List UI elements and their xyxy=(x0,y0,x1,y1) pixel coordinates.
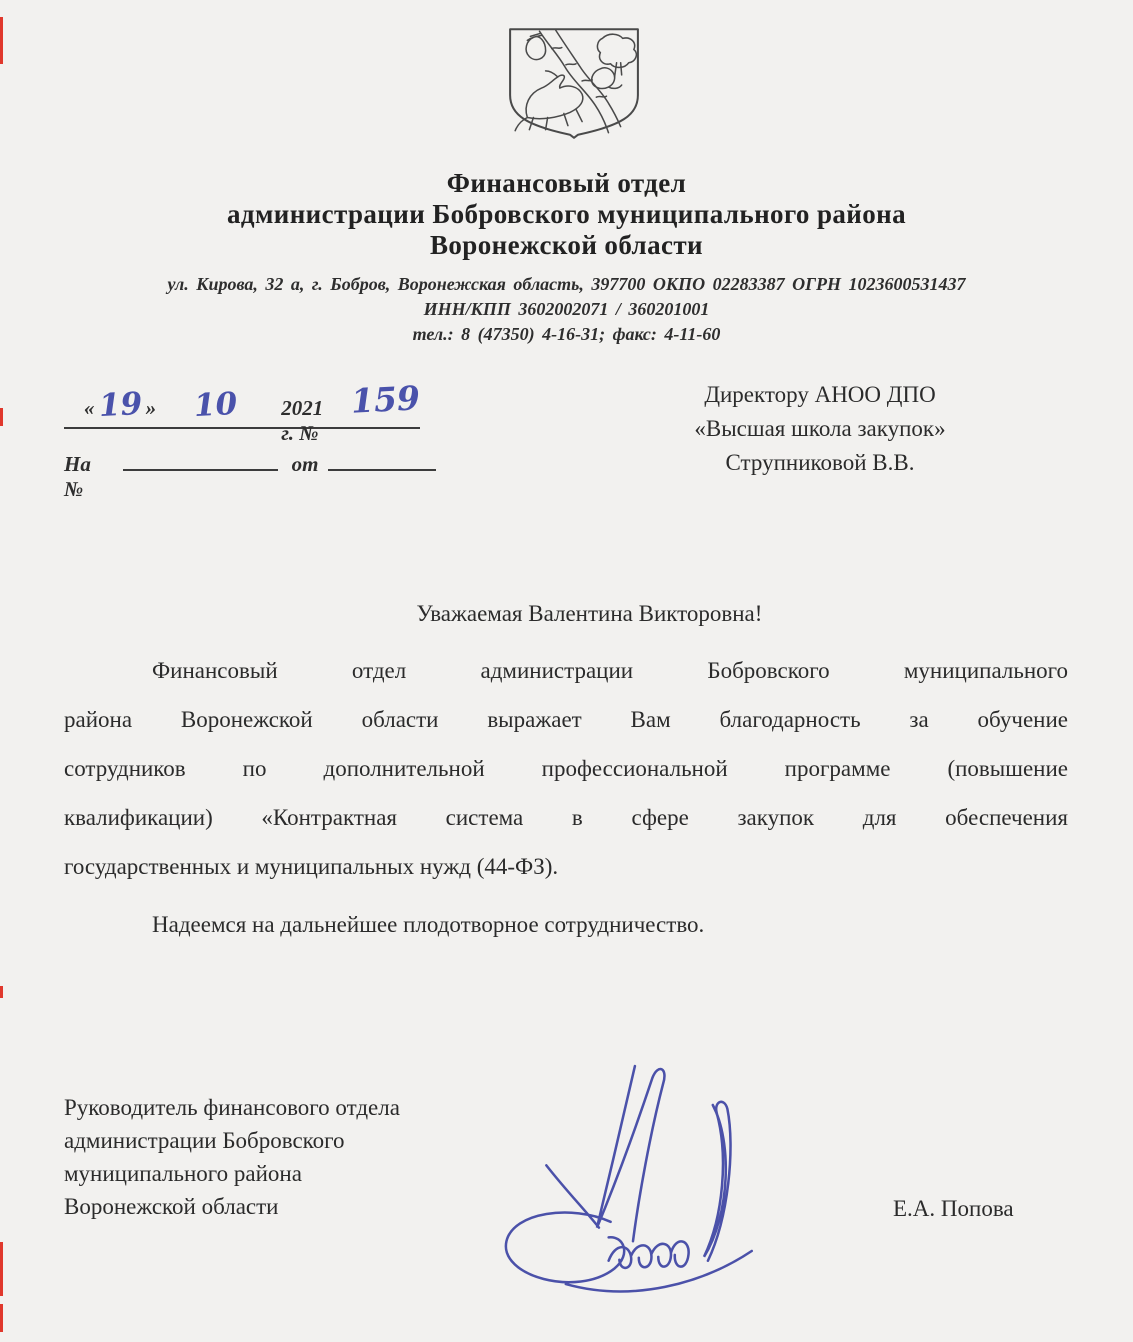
signer-title-line: администрации Бобровского xyxy=(64,1128,345,1153)
signer-title-block xyxy=(64,1091,544,1223)
reply-from-label: от xyxy=(291,452,319,476)
letterhead-org-name xyxy=(0,168,1133,261)
outgoing-date-line xyxy=(64,378,421,445)
red-scan-edge-mark xyxy=(0,17,3,64)
body-line: государственных и муниципальных нужд (44-ФЗ). xyxy=(64,854,559,879)
org-name-line-2: администрации Бобровского муниципального района xyxy=(226,199,907,229)
open-quote: « xyxy=(84,396,95,420)
reply-number-label: На № xyxy=(64,452,91,501)
org-name-line-1: Финансовый отдел xyxy=(446,168,687,198)
handwritten-day: 19 xyxy=(97,385,143,425)
red-scan-edge-mark xyxy=(0,986,3,998)
body-line: района Воронежской области выражает Вам благодарность за обучение xyxy=(64,707,1068,732)
addressee-position: Директору АНОО ДПО xyxy=(704,382,936,407)
salutation: Уважаемая Валентина Викторовна! xyxy=(416,601,763,626)
org-name-line-3: Воронежской области xyxy=(429,230,704,260)
body-line: Финансовый отдел администрации Бобровского муниципального xyxy=(152,658,1068,683)
body-line: сотрудников по дополнительной профессиональной программе (повышение xyxy=(64,756,1068,781)
close-quote: » xyxy=(145,396,157,420)
outgoing-reference-block xyxy=(64,378,436,502)
red-scan-edge-mark xyxy=(0,1242,3,1296)
org-address-line: ул. Кирова, 32 а, г. Бобров, Воронежская область, 397700 ОКПО 02283387 ОГРН 1023600531437 xyxy=(167,274,966,294)
signer-title-line: Руководитель финансового отдела xyxy=(64,1095,400,1120)
handwritten-outgoing-number: 159 xyxy=(350,378,421,421)
bobrov-coat-of-arms-icon xyxy=(503,24,645,140)
addressee-organization: «Высшая школа закупок» xyxy=(694,416,946,441)
body-line: квалификации) «Контрактная система в сфере закупок для обеспечения xyxy=(64,805,1068,830)
reply-date-blank-line xyxy=(328,447,436,471)
org-inn-kpp-line: ИНН/КПП 3602002071 / 360201001 xyxy=(423,299,710,319)
addressee-block xyxy=(630,378,1010,480)
red-scan-edge-mark xyxy=(0,1304,3,1332)
handwritten-signature-icon xyxy=(486,1046,778,1310)
reply-number-blank-line xyxy=(123,447,278,471)
year-number-label: 2021 г. № xyxy=(281,396,324,445)
addressee-name: Струпниковой В.В. xyxy=(725,450,915,475)
org-phone-fax-line: тел.: 8 (47350) 4-16-31; факс: 4-11-60 xyxy=(412,324,721,344)
closing-sentence: Надеемся на дальнейшее плодотворное сотрудничество. xyxy=(152,912,705,937)
signer-name: Е.А. Попова xyxy=(893,1196,1014,1221)
signer-title-line: муниципального района xyxy=(64,1161,302,1186)
letterhead-contacts xyxy=(0,272,1133,347)
reply-reference-line xyxy=(64,447,436,502)
handwritten-month: 10 xyxy=(193,385,239,425)
red-scan-edge-mark xyxy=(0,408,3,426)
letter-body xyxy=(64,646,1068,949)
signer-title-line: Воронежской области xyxy=(64,1194,279,1219)
